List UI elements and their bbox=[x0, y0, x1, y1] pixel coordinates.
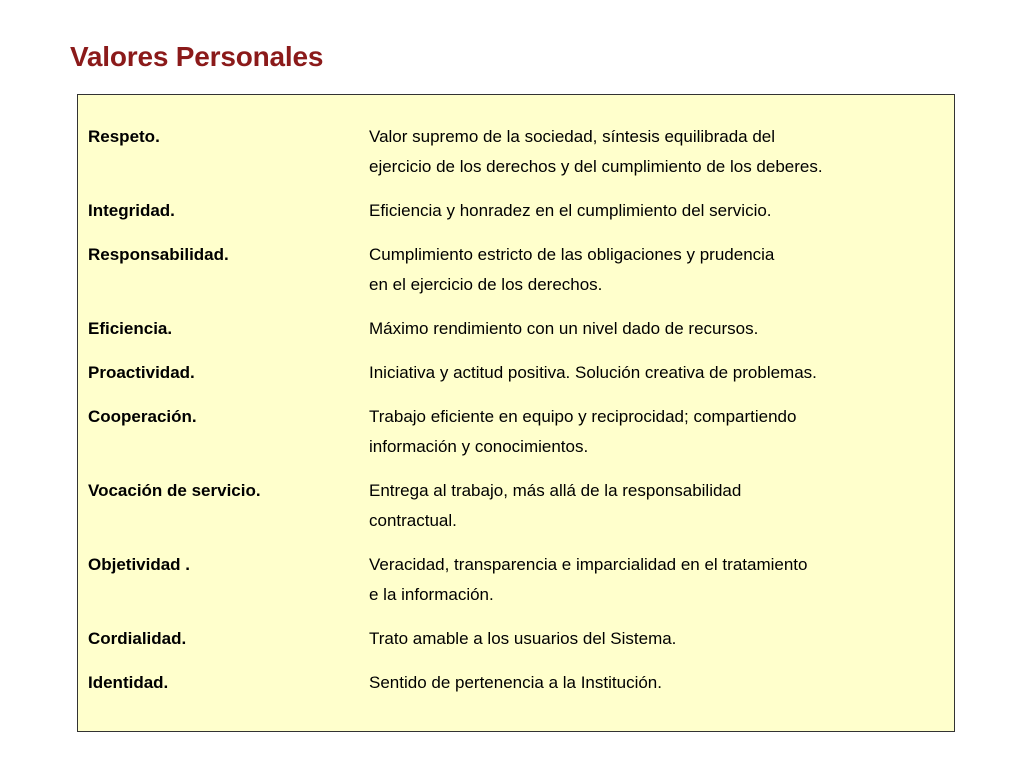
values-box bbox=[77, 94, 955, 732]
value-row-cooperacion bbox=[88, 402, 948, 462]
value-name: Cordialidad. bbox=[88, 629, 187, 648]
value-description: Entrega al trabajo, más allá de la responsabilidad contractual. bbox=[369, 481, 742, 530]
value-row-eficiencia bbox=[88, 314, 948, 344]
value-description: Cumplimiento estricto de las obligaciones y prudencia en el ejercicio de los derechos. bbox=[369, 245, 775, 294]
value-row-vocacion-de-servicio bbox=[88, 476, 948, 536]
value-description: Valor supremo de la sociedad, síntesis equilibrada del ejercicio de los derechos y del cumplimiento de los deberes. bbox=[369, 127, 823, 176]
value-name: Integridad. bbox=[88, 201, 175, 220]
values-list bbox=[88, 122, 948, 712]
value-name: Responsabilidad. bbox=[88, 245, 229, 264]
value-row-proactividad bbox=[88, 358, 948, 388]
value-description: Trabajo eficiente en equipo y reciprocidad; compartiendo información y conocimientos. bbox=[369, 407, 797, 456]
value-description: Veracidad, transparencia e imparcialidad en el tratamiento e la información. bbox=[369, 555, 808, 604]
value-name: Vocación de servicio. bbox=[88, 481, 261, 500]
value-row-identidad bbox=[88, 668, 948, 698]
value-name: Eficiencia. bbox=[88, 319, 173, 338]
value-row-integridad bbox=[88, 196, 948, 226]
value-row-respeto bbox=[88, 122, 948, 182]
value-name: Proactividad. bbox=[88, 363, 195, 382]
page-title: Valores Personales bbox=[70, 41, 324, 72]
value-name: Cooperación. bbox=[88, 407, 197, 426]
value-name: Objetividad . bbox=[88, 555, 191, 574]
value-row-cordialidad bbox=[88, 624, 948, 654]
value-row-objetividad bbox=[88, 550, 948, 610]
value-description: Iniciativa y actitud positiva. Solución creativa de problemas. bbox=[369, 363, 817, 382]
value-description: Máximo rendimiento con un nivel dado de recursos. bbox=[369, 319, 759, 338]
value-description: Sentido de pertenencia a la Institución. bbox=[369, 673, 662, 692]
value-name: Respeto. bbox=[88, 127, 160, 146]
value-description: Eficiencia y honradez en el cumplimiento del servicio. bbox=[369, 201, 772, 220]
value-name: Identidad. bbox=[88, 673, 169, 692]
value-description: Trato amable a los usuarios del Sistema. bbox=[369, 629, 677, 648]
value-row-responsabilidad bbox=[88, 240, 948, 300]
